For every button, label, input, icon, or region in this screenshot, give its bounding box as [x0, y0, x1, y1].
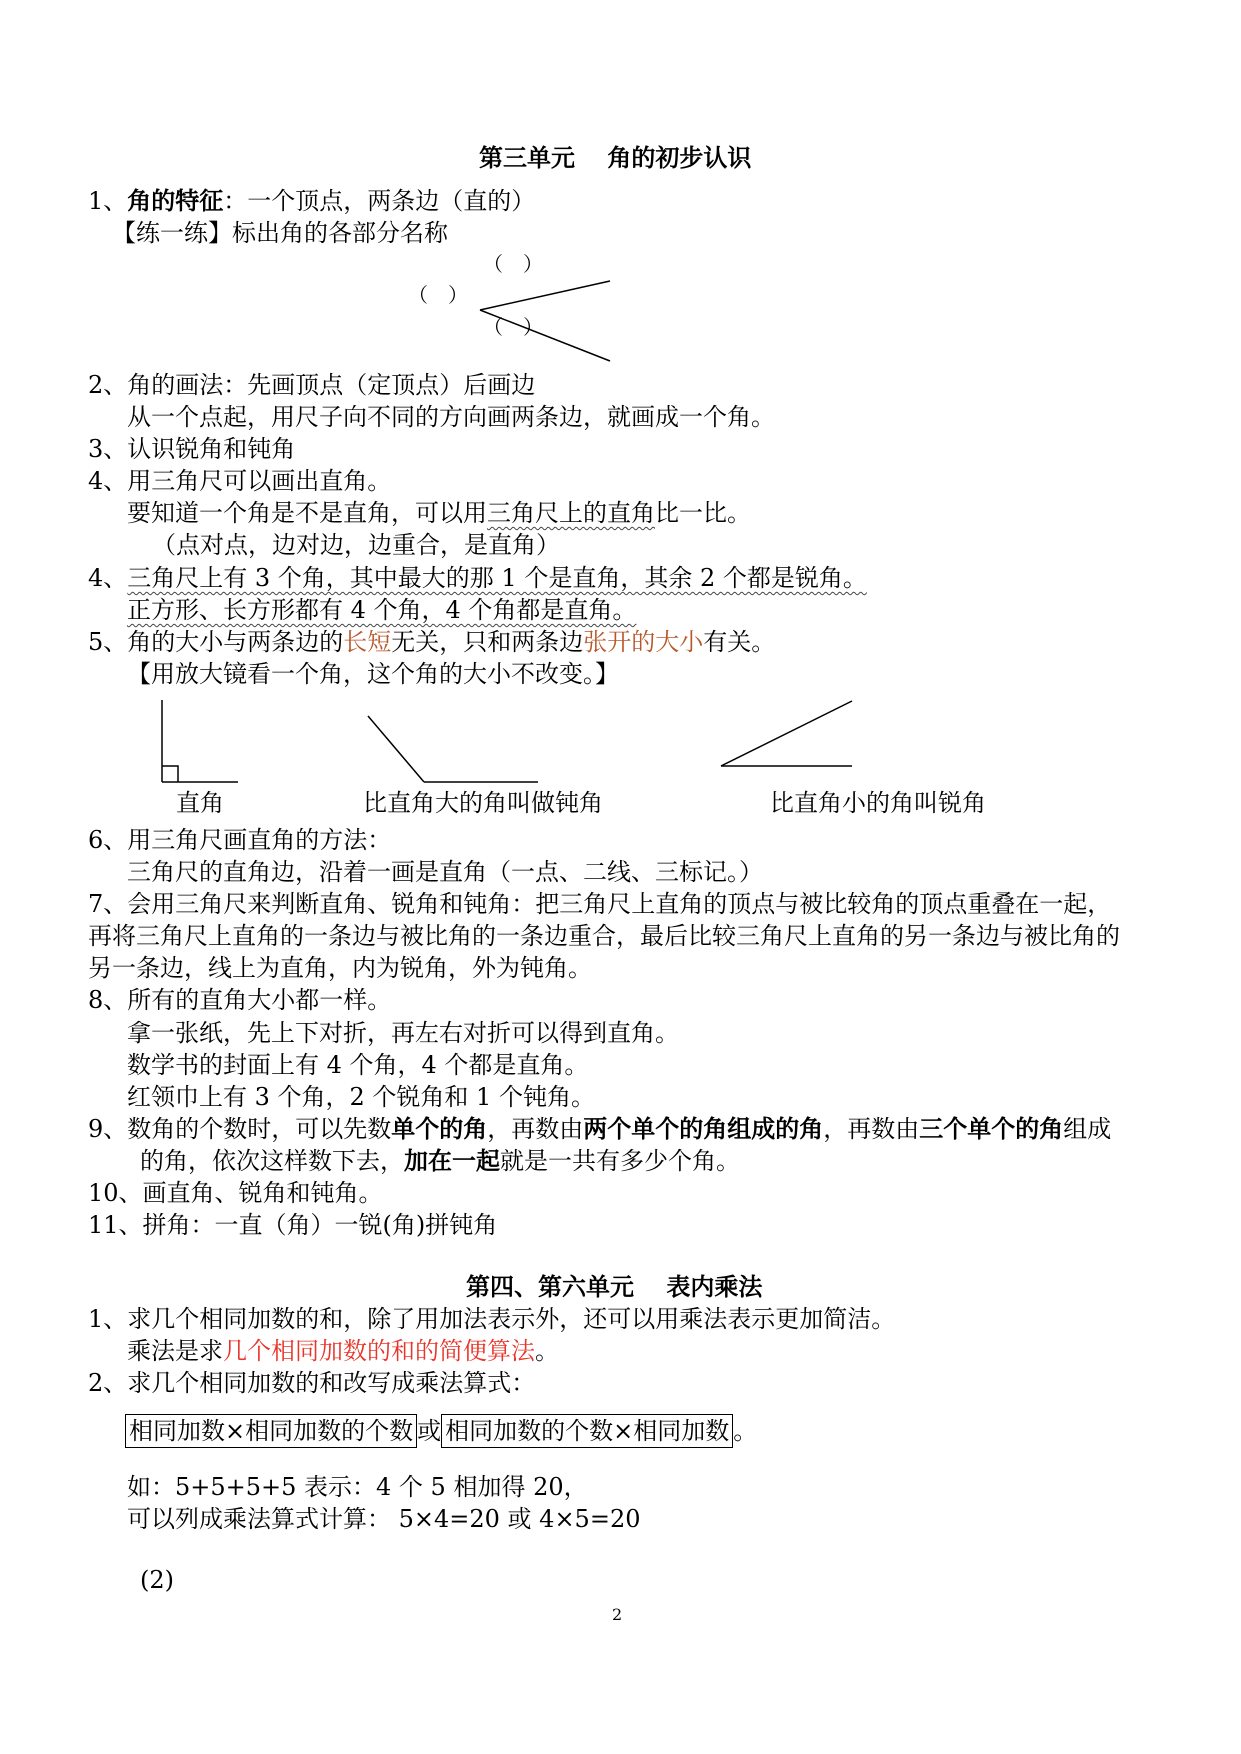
unit3-item-11: 11、拼角：一直（角）一锐(角)拼钝角 [88, 1211, 498, 1239]
obtuse-angle-diagram [368, 716, 538, 782]
unit3-item-4d: 4、三角尺上有 3 个角，其中最大的那 1 个是直角，其余 2 个都是锐角。 [88, 564, 867, 592]
unit3-item-7c: 另一条边，线上为直角，内为锐角，外为钝角。 [88, 954, 592, 982]
unit3-title: 第三单元 角的初步认识 [479, 143, 752, 172]
unit3-item-5: 5、角的大小与两条边的长短无关，只和两条边张开的大小有关。 [88, 628, 776, 656]
label-acute-angle: 比直角小的角叫锐角 [770, 789, 986, 817]
angle-upper-edge [480, 281, 610, 310]
unit3-item-8b: 拿一张纸，先上下对折，再左右对折可以得到直角。 [127, 1019, 679, 1047]
blank-bottom: （ ） [483, 315, 543, 339]
unit3-item-9a: 9、数角的个数时，可以先数单个的角，再数由两个单个的角组成的角，再数由三个单个的角组成 [88, 1114, 1112, 1143]
unit3-item-9b: 的角，依次这样数下去，加在一起就是一共有多少个角。 [140, 1146, 740, 1175]
unit3-item-2: 2、角的画法：先画顶点（定顶点）后画边 [88, 371, 536, 399]
example-line-2: 可以列成乘法算式计算： 5×4=20 或 4×5=20 [127, 1505, 641, 1533]
acute-angle-diagram [721, 701, 852, 766]
blank-left: （ ） [408, 283, 468, 307]
unit3-item-8d: 红领巾上有 3 个角，2 个锐角和 1 个钝角。 [127, 1083, 595, 1111]
right-angle-diagram [162, 700, 238, 782]
formula-box-1: 相同加数×相同加数的个数 [125, 1414, 417, 1448]
unit4-title: 第四、第六单元 表内乘法 [466, 1272, 763, 1301]
angle-lower-edge [480, 310, 610, 361]
unit4-item-2: 2、求几个相同加数的和改写成乘法算式： [88, 1369, 536, 1397]
label-right-angle: 直角 [176, 789, 224, 817]
unit3-item-7a: 7、会用三角尺来判断直角、锐角和钝角：把三角尺上直角的顶点与被比较角的顶点重叠在一起， [88, 890, 1112, 918]
unit3-item-8c: 数学书的封面上有 4 个角，4 个都是直角。 [127, 1051, 589, 1079]
unit3-item-4b: 要知道一个角是不是直角，可以用三角尺上的直角比一比。 [127, 499, 751, 527]
unit3-item-3: 3、认识锐角和钝角 [88, 435, 296, 463]
practice-angle-diagram [480, 281, 610, 361]
page-number: 2 [612, 1605, 623, 1624]
unit3-item-7b: 再将三角尺上直角的一条边与被比角的一条边重合，最后比较三角尺上直角的另一条边与被比角的 [88, 922, 1120, 950]
formula-box-2: 相同加数的个数×相同加数 [441, 1414, 733, 1448]
blank-top: （ ） [483, 252, 543, 276]
unit3-item-2b: 从一个点起，用尺子向不同的方向画两条边，就画成一个角。 [127, 403, 775, 431]
unit3-item-1: 1、角的特征：一个顶点，两条边（直的） [88, 186, 536, 215]
unit3-item-4e: 正方形、长方形都有 4 个角，4 个角都是直角。 [127, 596, 637, 624]
sub-number: (2) [140, 1566, 174, 1594]
unit3-item-5b: 【用放大镜看一个角，这个角的大小不改变。】 [127, 660, 619, 688]
unit4-item-1b: 乘法是求几个相同加数的和的简便算法。 [127, 1337, 559, 1365]
unit3-item-4: 4、用三角尺可以画出直角。 [88, 467, 392, 495]
unit3-item-6: 6、用三角尺画直角的方法： [88, 826, 392, 854]
unit3-item-8: 8、所有的直角大小都一样。 [88, 986, 392, 1014]
label-obtuse-angle: 比直角大的角叫做钝角 [363, 789, 603, 817]
example-line-1: 如：5+5+5+5 表示：4 个 5 相加得 20， [127, 1473, 588, 1501]
unit3-item-10: 10、画直角、锐角和钝角。 [88, 1179, 383, 1207]
unit3-item-4c: （点对点，边对边，边重合，是直角） [152, 531, 560, 559]
practice-label: 【练一练】标出角的各部分名称 [112, 219, 448, 247]
formula-line: 相同加数×相同加数的个数 或 相同加数的个数×相同加数 。 [125, 1416, 757, 1446]
unit4-item-1: 1、求几个相同加数的和，除了用加法表示外，还可以用乘法表示更加简洁。 [88, 1305, 896, 1333]
unit3-item-6b: 三角尺的直角边，沿着一画是直角（一点、二线、三标记。） [127, 858, 763, 886]
